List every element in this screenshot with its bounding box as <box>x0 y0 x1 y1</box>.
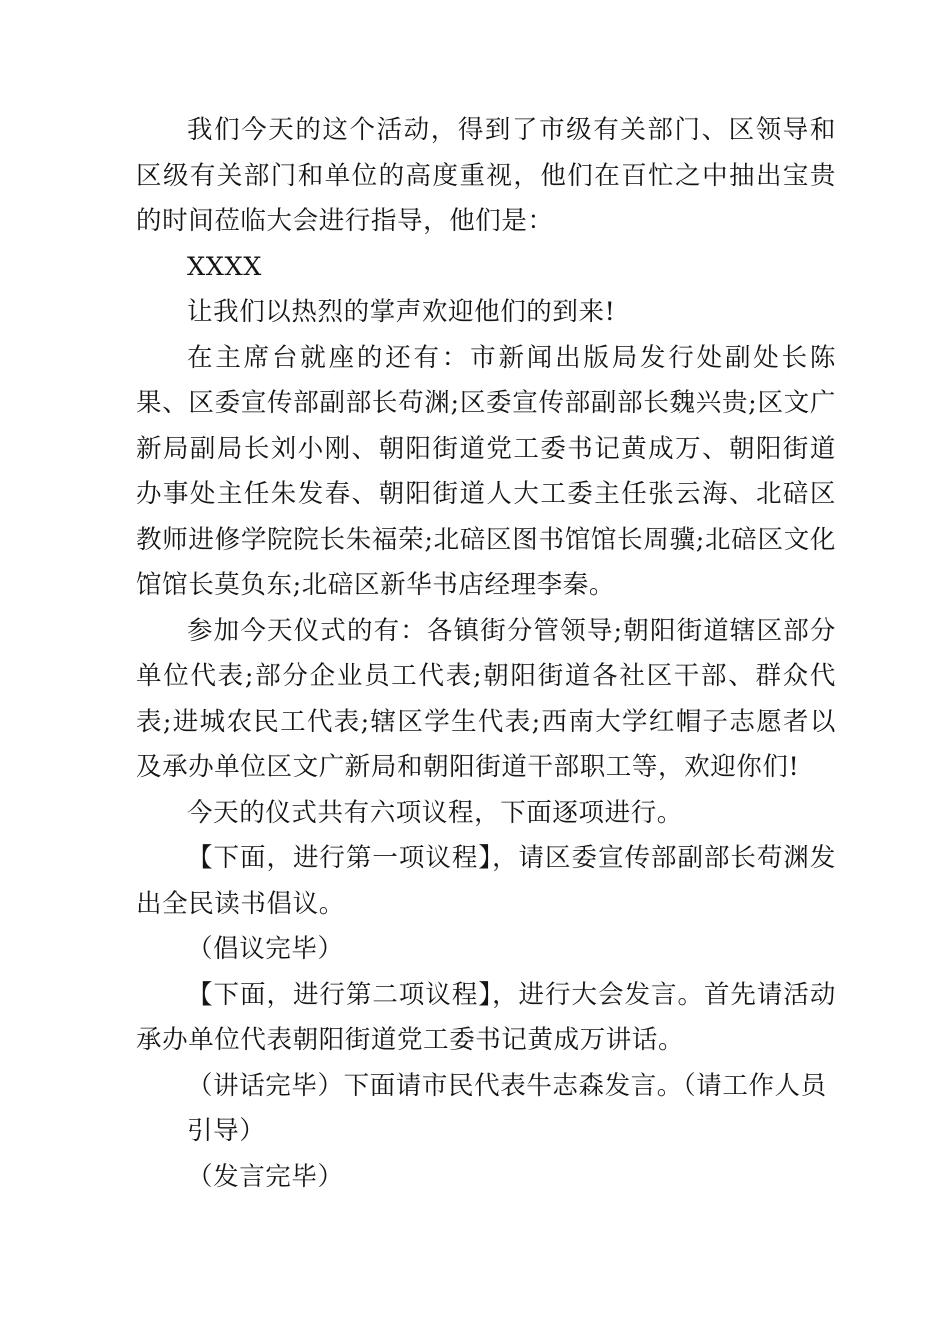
paragraph-rostrum-members: 在主席台就座的还有：市新闻出版局发行处副处长陈果、区委宣传部副部长苟渊;区委宣传部副部长魏兴贵;区文广新局副局长刘小刚、朝阳街道党工委书记黄成万、朝阳街道办事处主任朱发春、朝阳街道人大工委主任张云海、北碚区教师进修学院院长朱福荣;北碚区图书馆馆长周骥;北碚区文化馆馆长莫负东;北碚区新华书店经理李秦。 <box>136 342 836 600</box>
paragraph-placeholder-names: XXXX <box>187 251 263 282</box>
paragraph-welcome-applause: 让我们以热烈的掌声欢迎他们的到来! <box>187 297 616 327</box>
paragraph-remarks-done: （发言完毕） <box>187 1161 344 1192</box>
paragraph-attendees: 参加今天仪式的有：各镇街分管领导;朝阳街道辖区部分单位代表;部分企业员工代表;朝阳街道各社区干部、群众代表;进城农民工代表;辖区学生代表;西南大学红帽子志愿者以及承办单位区文广新局和朝阳街道干部职工等，欢迎你们! <box>136 615 836 782</box>
document-body <box>136 108 836 1200</box>
paragraph-agenda-item-one: 【下面，进行第一项议程】，请区委宣传部副部长苟渊发出全民读书倡议。 <box>136 843 836 919</box>
paragraph-agenda-overview: 今天的仪式共有六项议程，下面逐项进行。 <box>187 797 683 828</box>
paragraph-guide-note: 引导） <box>187 1116 266 1146</box>
paragraph-proposal-done: （倡议完毕） <box>187 934 344 964</box>
paragraph-guests-intro: 我们今天的这个活动，得到了市级有关部门、区领导和区级有关部门和单位的高度重视，他们在百忙之中抽出宝贵的时间莅临大会进行指导，他们是： <box>136 115 836 236</box>
paragraph-speech-done: （讲话完毕）下面请市民代表牛志森发言。（请工作人员 <box>187 1070 827 1101</box>
paragraph-agenda-item-two: 【下面，进行第二项议程】，进行大会发言。首先请活动承办单位代表朝阳街道党工委书记黄成万讲话。 <box>136 979 836 1055</box>
